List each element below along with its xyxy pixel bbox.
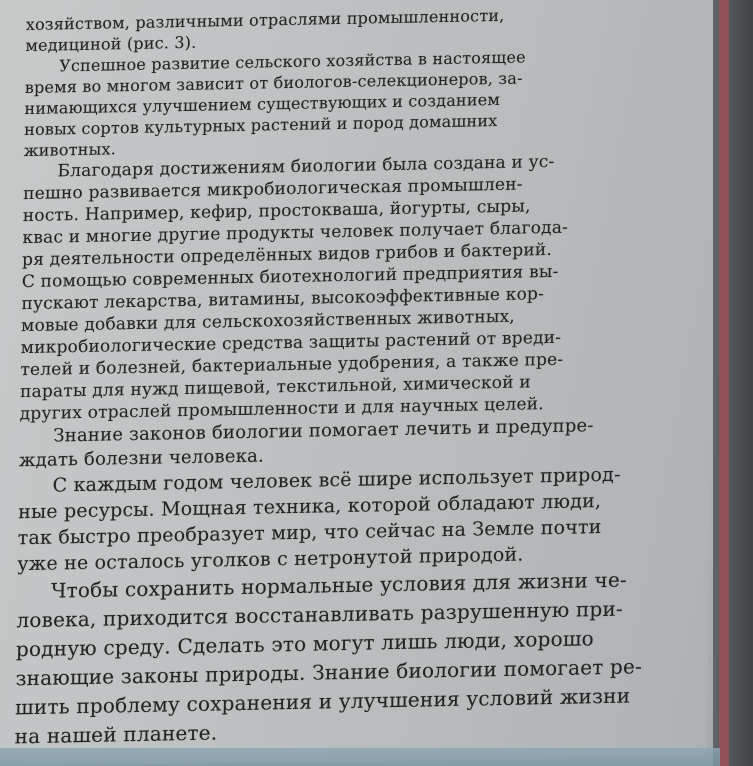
text-line: параты для нужд пищевой, текстильной, химической и <box>19 372 531 403</box>
text-line: Успешное развитие сельского хозяйства в настоящее <box>59 47 526 76</box>
text-line: ность. Например, кефир, простокваша, йогурты, сыры, <box>22 196 531 227</box>
paragraph <box>17 461 679 578</box>
text-line: ловека, приходится восстанавливать разрушенную при- <box>16 596 624 633</box>
text-line: микробиологические средства защиты растений от вреди- <box>20 327 562 359</box>
text-line: родную среду. Сделать это могут лишь люди, хорошо <box>15 626 595 662</box>
text-line: С каждым годом человек всё шире использует природ- <box>52 463 621 497</box>
text-line: время во многом зависит от биологов-селекционеров, за- <box>24 68 523 98</box>
text-line: ные ресурсы. Мощная техника, которой обладают люди, <box>18 490 602 524</box>
text-line: С помощью современных биотехнологий предприятия вы- <box>21 261 559 293</box>
paragraph <box>14 565 677 752</box>
text-line: ря деятельности определённых видов грибов и бактерий. <box>21 239 553 271</box>
text-line: квас и многие другие продукты человек получает благода- <box>22 217 569 249</box>
text-line: мовые добавки для сельскохозяйственных животных, <box>20 306 516 337</box>
text-line: пешно развивается микробиологическая промышлен- <box>23 174 523 205</box>
text-line: так быстро преобразует мир, что сейчас на Земле почти <box>17 516 602 550</box>
text-line: на нашей планете. <box>14 720 218 749</box>
text-line: знающие законы природы. Знание биологии помогает ре- <box>15 654 643 691</box>
text-line: ждать болезни человека. <box>18 445 265 472</box>
paragraph <box>24 43 686 161</box>
text-line: уже не осталось уголков с нетронутой природой. <box>17 543 524 576</box>
text-line: медициной (рис. 3). <box>25 32 197 56</box>
text-line: Чтобы сохранить нормальные условия для жизни че- <box>50 567 628 603</box>
text-line: других отраслей промышленности и для научных целей. <box>19 394 545 425</box>
text-line: пускают лекарства, витамины, высокоэффективные кор- <box>21 284 545 315</box>
book-edge <box>713 0 753 766</box>
text-line: животных. <box>23 139 117 161</box>
text-line: нимающихся улучшением существующих и созданием <box>24 89 501 119</box>
text-line: телей и болезней, бактериальные удобрения, а также пре- <box>20 349 564 381</box>
page-bottom-strip <box>0 748 720 766</box>
text-line: хозяйством, различными отраслями промышленности, <box>25 5 505 35</box>
text-line: Благодаря достижениям биологии была создана и ус- <box>57 151 555 182</box>
paragraph <box>20 148 684 425</box>
page-text <box>14 1 685 751</box>
text-line: Знание законов биологии помогает лечить и предупре- <box>53 415 594 447</box>
text-line: новых сортов культурных растений и пород домашних <box>24 110 498 140</box>
text-line: шить проблему сохранения и улучшения условий жизни <box>14 683 631 720</box>
